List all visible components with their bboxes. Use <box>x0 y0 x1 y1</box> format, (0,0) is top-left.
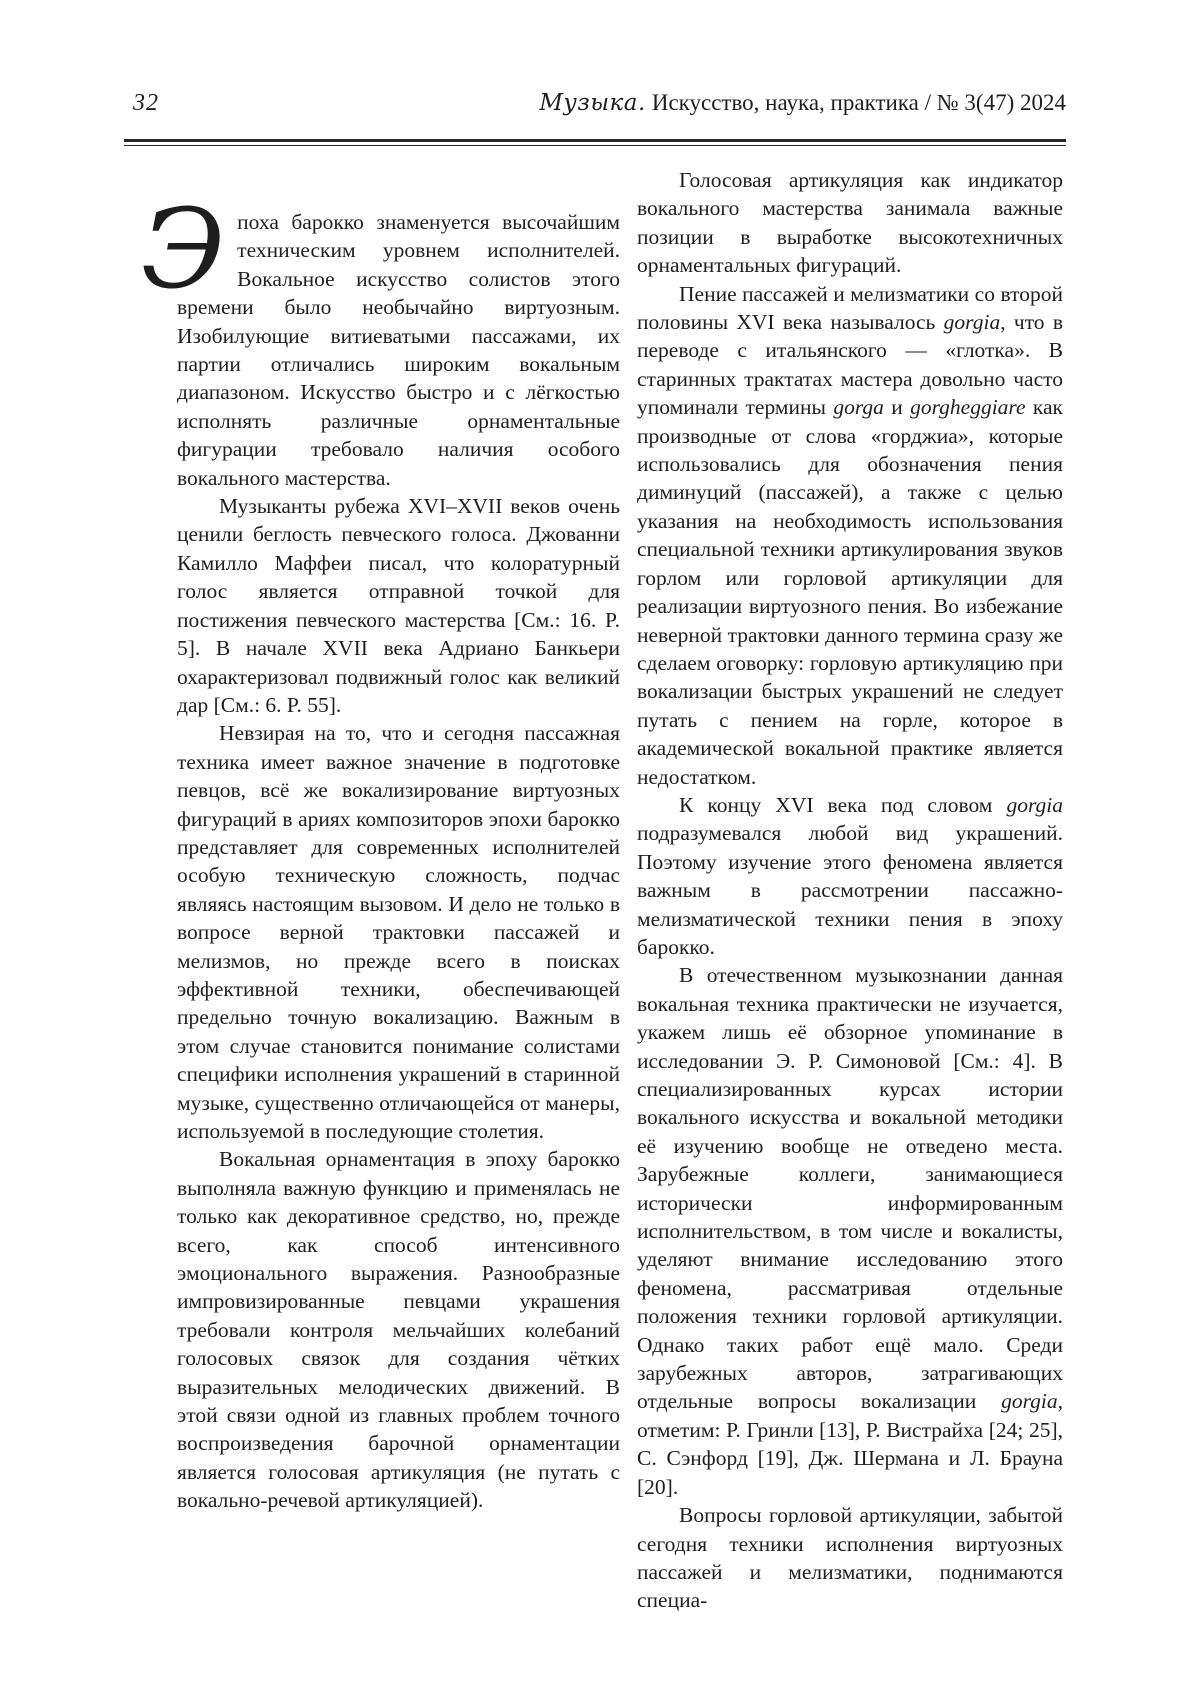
paragraph <box>177 1145 620 1514</box>
paragraph <box>637 280 1063 791</box>
header-rule <box>124 139 1066 146</box>
text-run: поха барокко знаменуется высочайшим техническим уровнем исполнителей. Вокальное искусство солистов этого времени было необычайно виртуозным. Изобилующие витиеватыми пассажами, их партии отличались широким вокальным диапазоном. Искусство быстро и с лёгкостью исполнять различные орнаментальные фигурации требовало наличия особого вокального мастерства. <box>177 210 620 490</box>
text-run: , отметим: Р. Гринли [13], Р. Вистрайха [24; 25], С. Сэнфорд [19], Дж. Шермана и Л. Брауна [20]. <box>637 1389 1063 1499</box>
italic-term: gorgia <box>1001 1389 1058 1414</box>
text-run: , что в переводе с итальянского — «глотка». В старинных трактатах мастера довольно часто упоминали термины <box>637 310 1064 420</box>
text-run: Музыканты рубежа XVI–XVII веков очень ценили беглость певческого голоса. Джованни Камилло Маффеи писал, что колоратурный голос является отправной точкой для постижения певческого мастерства [См.: 16. P. 5]. В начале XVII века Адриано Банкьери охарактеризовал подвижный голос как великий дар [См.: 6. P. 55]. <box>177 494 620 717</box>
journal-info: Искусство, наука, практика / № 3(47) 2024 <box>651 90 1066 115</box>
italic-term: gorgia <box>943 310 1001 335</box>
right-column <box>637 166 1063 1615</box>
italic-term: gorgia <box>1006 792 1063 817</box>
text-run: как производные от слова «горджиа», которые использовались для обозначения пения диминуций (пассажей), а также с целью указания на необходимость использования специальной техники артикулирования звуков горлом или горловой артикуляции для реализации виртуозного пения. Во избежание неверной трактовки данного термина сразу же сделаем оговорку: горловую артикуляцию при вокализации быстрых украшений не следует путать с пением на горле, которое в академической вокальной практике является недостатком. <box>637 395 1064 789</box>
italic-term: gorga <box>833 395 884 420</box>
paragraph <box>637 961 1063 1501</box>
text-run: К концу XVI века под словом <box>679 792 1007 817</box>
text-run: Невзирая на то, что и сегодня пассажная техника имеет важное значение в подготовке певцов, всё же вокализирование виртуозных фигураций в ариях композиторов эпохи барокко представляет для современных исполнителей особую техническую сложность, подчас являясь настоящим вызовом. И дело не только в вопросе верной трактовки пассажей и мелизмов, но прежде всего в поисках эффективной техники, обеспечивающей предельно точную вокализацию. Важным в этом случае становится понимание солистами специфики исполнения украшений в старинной музыке, существенно отличающейся от манеры, используемой в последующие столетия. <box>177 721 620 1143</box>
drop-cap: Э <box>141 185 226 313</box>
paragraph <box>141 185 620 492</box>
text-run: и <box>883 395 911 420</box>
text-run: Вопросы горловой артикуляции, забытой сегодня техники исполнения виртуозных пассажей и мелизматики, поднимаются специа- <box>637 1503 1063 1613</box>
text-run: Вокальная орнаментация в эпоху барокко выполняла важную функцию и применялась не только как декоративное средство, но, прежде всего, как способ интенсивного эмоционального выражения. Разнообразные импровизированные певцами украшения требовали контроля мельчайших колебаний голосовых связок для создания чётких выразительных мелодических движений. В этой связи одной из главных проблем точного воспроизведения барочной орнаментации является голосовая артикуляция (не путать с вокально-речевой артикуляцией). <box>177 1147 620 1513</box>
paragraph <box>637 1501 1063 1615</box>
text-run: подразумевался любой вид украшений. Поэтому изучение этого феномена является важным в рассмотрении пассажно-мелизматической техники пения в эпоху барокко. <box>637 821 1063 959</box>
text-run: Пение пассажей и мелизматики со второй половины XVI века называлось <box>637 281 1063 335</box>
journal-title <box>539 90 1066 116</box>
left-column <box>141 185 620 1515</box>
journal-name-script: Музыка. <box>539 90 646 116</box>
page-number: 32 <box>133 90 159 116</box>
text-run: Голосовая артикуляция как индикатор вокального мастерства занимала важные позиции в выработке высокотехничных орнаментальных фигураций. <box>637 168 1063 278</box>
paragraph <box>637 166 1063 280</box>
paragraph <box>637 791 1063 961</box>
paragraph <box>177 719 620 1145</box>
page-header <box>133 90 1066 117</box>
paragraph <box>177 492 620 719</box>
italic-term: gorgheggiare <box>910 395 1026 420</box>
text-run: В отечественном музыкознании данная вокальная техника практически не изучается, укажем лишь её обзорное упоминание в исследовании Э. Р. Симоновой [См.: 4]. В специализированных курсах истории вокального искусства и вокальной методики её изучению вообще не отведено места. Зарубежные коллеги, занимающиеся исторически информированным исполнительством, в том числе и вокалисты, уделяют внимание исследованию этого феномена, рассматривая отдельные положения техники горловой артикуляции. Однако таких работ ещё мало. Среди зарубежных авторов, затрагивающих отдельные вопросы вокализации <box>637 963 1063 1414</box>
